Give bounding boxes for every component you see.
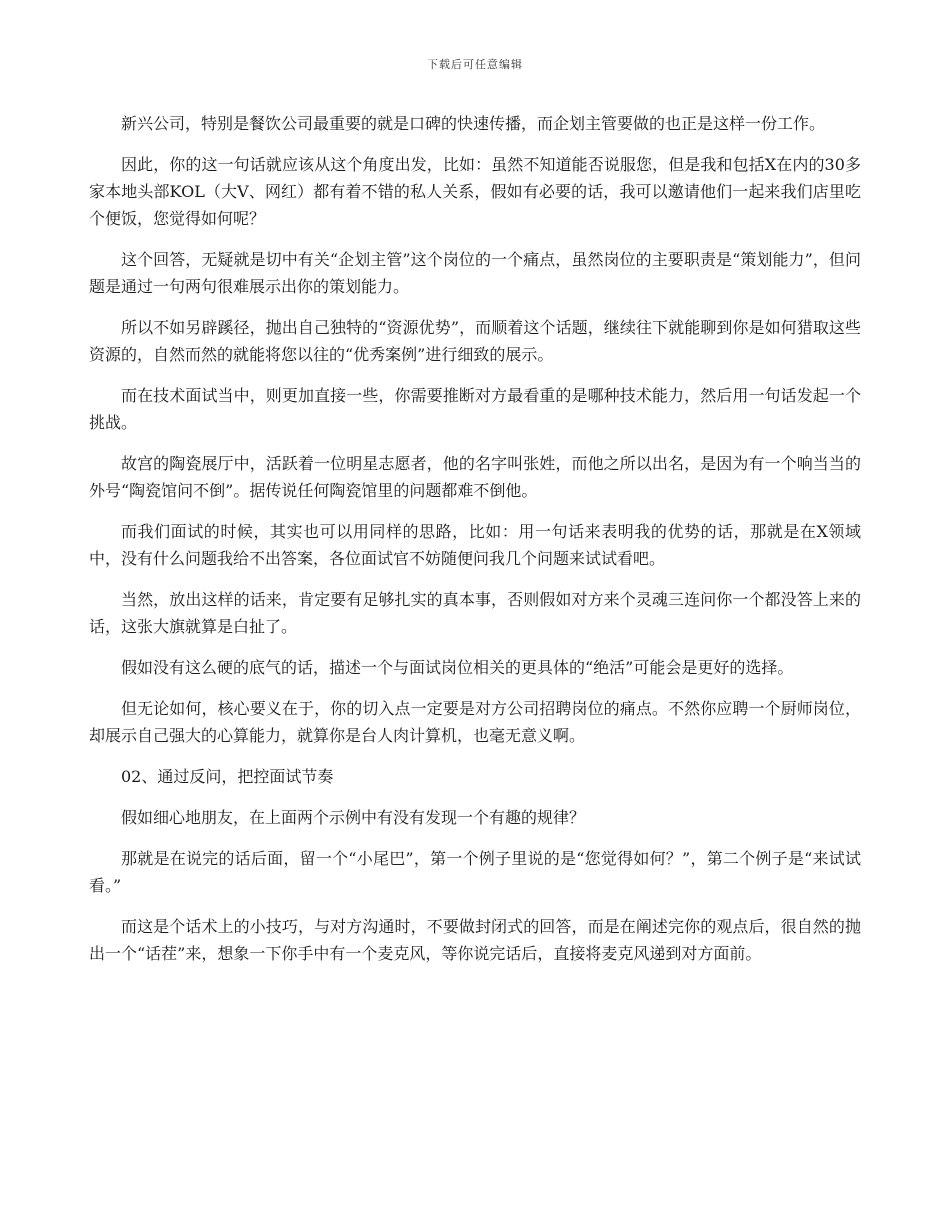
paragraph: 新兴公司，特别是餐饮公司最重要的就是口碑的快速传播，而企划主管要做的也正是这样一份工作。 [121,114,826,133]
paragraph: 但无论如何，核心要义在于，你的切入点一定要是对方公司招聘岗位的痛点。不然你应聘一个厨师岗位，却展示自己强大的心算能力，就算你是台人肉计算机，也毫无意义啊。 [89,699,861,745]
paragraph: 因此，你的这一句话就应该从这个角度出发，比如：虽然不知道能否说服您，但是我和包括X在内的30多家本地头部KOL（大V、网红）都有着不错的私人关系，假如有必要的话，我可以邀请他们一起来我们店里吃个便饭，您觉得如何呢？ [89,155,861,228]
paragraph: 假如细心地朋友，在上面两个示例中有没有发现一个有趣的规律？ [121,808,586,827]
paragraph: 那就是在说完的话后面，留一个“小尾巴”，第一个例子里说的是“您觉得如何？”，第二个例子是“来试试看。” [89,849,861,895]
paragraph: 假如没有这么硬的底气的话，描述一个与面试岗位相关的更具体的“绝活”可能会是更好的选择。 [121,658,794,677]
paragraph: 当然，放出这样的话来，肯定要有足够扎实的真本事，否则假如对方来个灵魂三连问你一个都没答上来的话，这张大旗就算是白扯了。 [89,590,861,636]
paragraph: 而我们面试的时候，其实也可以用同样的思路，比如：用一句话来表明我的优势的话，那就是在X领域中，没有什么问题我给不出答案，各位面试官不妨随便问我几个问题来试试看吧。 [89,522,861,568]
paragraph: 而这是个话术上的小技巧，与对方沟通时，不要做封闭式的回答，而是在阐述完你的观点后，很自然的抛出一个“话茬”来，想象一下你手中有一个麦克风，等你说完话后，直接将麦克风递到对方面前。 [89,917,861,963]
paragraph: 故宫的陶瓷展厅中，活跃着一位明星志愿者，他的名字叫张姓，而他之所以出名，是因为有一个响当当的外号“陶瓷馆问不倒”。据传说任何陶瓷馆里的问题都难不倒他。 [89,454,861,500]
document-body [89,110,861,981]
paragraph: 这个回答，无疑就是切中有关“企划主管”这个岗位的一个痛点，虽然岗位的主要职责是“策划能力”，但问题是通过一句两句很难展示出你的策划能力。 [89,250,861,296]
paragraph: 而在技术面试当中，则更加直接一些，你需要推断对方最看重的是哪种技术能力，然后用一句话发起一个挑战。 [89,386,861,432]
page-header: 下载后可任意编辑 [427,58,523,71]
section-heading: 02、通过反问，把控面试节奏 [121,767,334,786]
paragraph: 所以不如另辟蹊径，抛出自己独特的“资源优势”，而顺着这个话题，继续往下就能聊到你是如何猎取这些资源的，自然而然的就能将您以往的“优秀案例”进行细致的展示。 [89,318,861,364]
